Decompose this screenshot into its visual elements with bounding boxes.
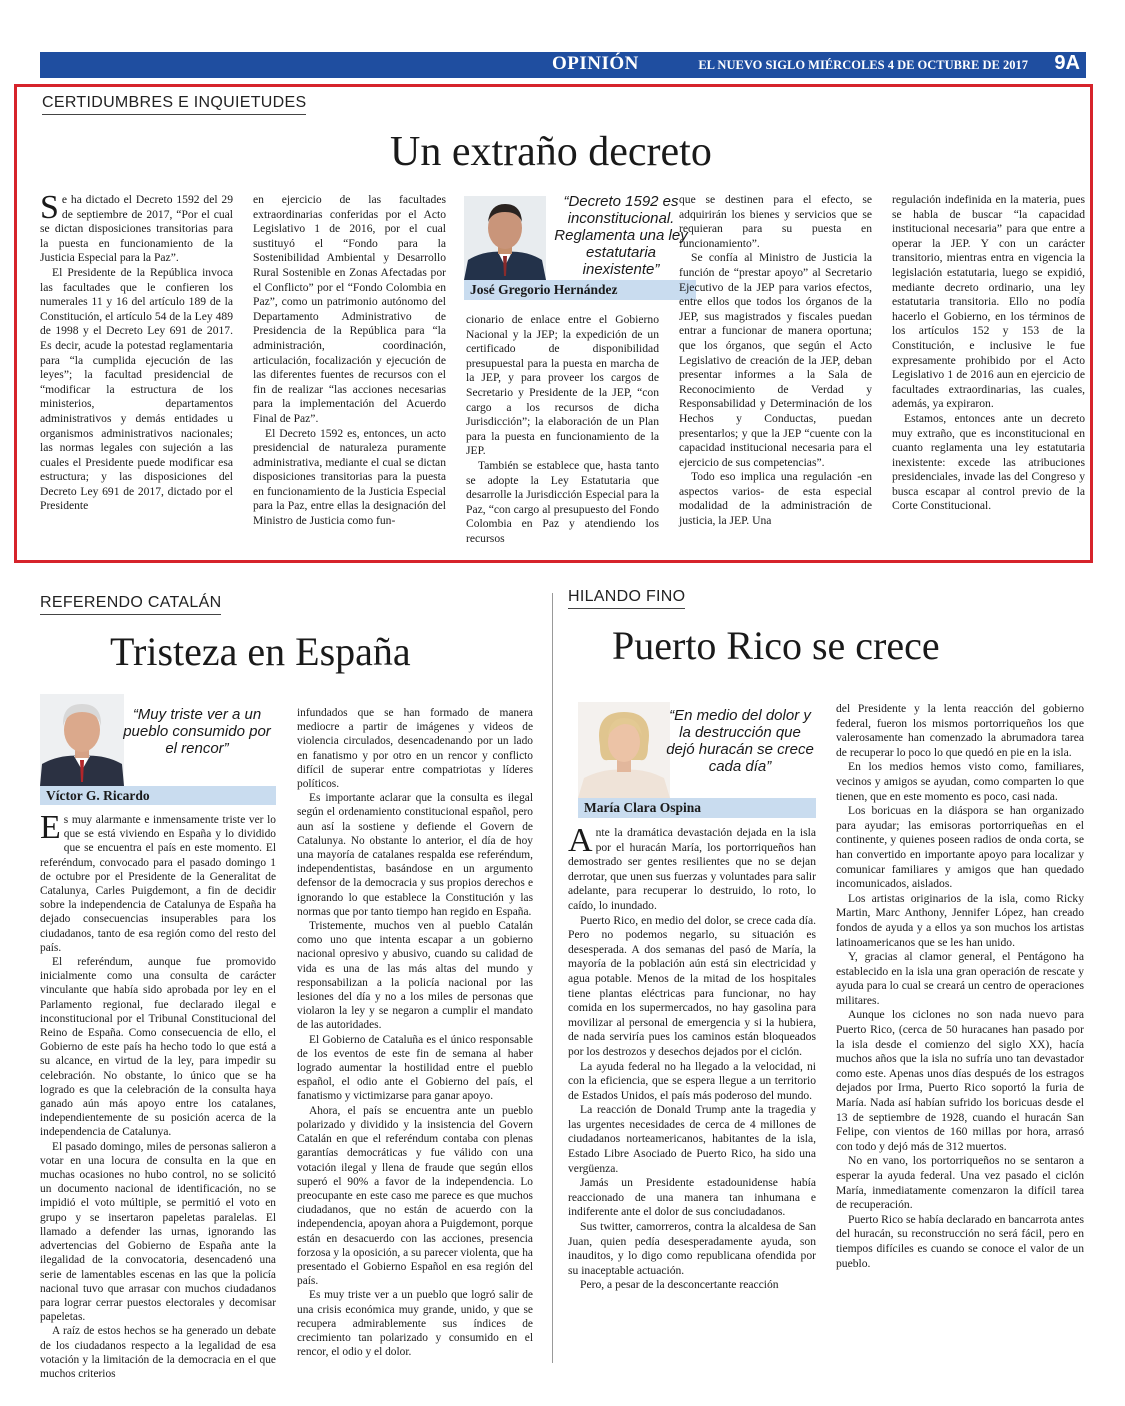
author-portrait-icon [40,694,124,786]
paragraph: Todo eso implica una regulación -en aspectos varios- de esta especial modalidad de la administración de justicia, la JEP. Una [679,470,872,528]
article2-headline: Tristeza en España [110,629,411,674]
paragraph: La ayuda federal no ha llegado a la velocidad, ni con la eficiencia, que se espera llegue a un territorio de Estados Unidos, el país más poderoso del mundo. [568,1059,816,1102]
author-portrait-icon [464,196,546,280]
paragraph: Puerto Rico se había declarado en bancarrota antes del huracán, su reconstrucción no será fácil, pero en tiempos difíciles es cuando se conoce el valor de un pueblo. [836,1212,1084,1270]
article3-headline: Puerto Rico se crece [612,623,940,668]
paragraph: Se confía al Ministro de Justicia la función de “prestar apoyo” al Secretario Ejecutivo de la JEP para varios efectos, entre ellos que todos los órganos de la JEP, sus magistrados y fiscales puedan entrar a funcionar de manera oportuna; que los órganos, que según el Acto Legislativo de creación de la JEP, deban presentar informes a la Sala de Reconocimiento de Verdad y Responsabilidad y Determinación de los Hechos y Conductas, puedan presentarlos; y que la JEP “cuente con la capacidad institucional necesaria para el ejercicio de sus competencias”. [679,251,872,469]
paragraph: La reacción de Donald Trump ante la tragedia y las urgentes necesidades de cerca de 4 millones de ciudadanos norteamericanos, habitantes de la isla, Estado Libre Asociado de Puerto Rico, ha sido una vergüenza. [568,1103,816,1175]
article2-author-byline: Víctor G. Ricardo [40,786,276,805]
article1-column-4 [679,193,872,557]
article1-author-byline: José Gregorio Hernández [464,280,696,300]
paragraph: del Presidente y la lenta reacción del gobierno federal, fueron los mismos portorriqueños los que valerosamente han comenzado la abrumadora tarea de recuperar lo poco lo que quedó en pie en la isla. [836,702,1084,759]
article1-pull-quote: “Decreto 1592 es inconstitucional. Reglamenta una ley estatutaria inexistente” [554,193,688,278]
paragraph: No en vano, los portorriqueños no se sentaron a esperar la ayuda federal. Una vez pasado el ciclón María, inmediatamente comenzaron la difícil tarea de recuperación. [836,1154,1084,1212]
paragraph: Ahora, el país se encuentra ante un pueblo polarizado y dividido y la insistencia del Govern Catalán en que el referéndum contaba con plenas garantías democráticas y fue válido con una votación ilegal y llena de fraude que según ellos superó el 90% a favor de la independencia. Lo preocupante en este caso me parece es que muchos ciudadanos, que no están de acuerdo con la independencia, apoyan ahora a Puigdemont, porque están en desacuerdo con las acciones, presencia forzosa y la oposición, a su parecer violenta, que ha presentado el Gobierno Español en esa región del país. [297,1104,533,1288]
section-title: OPINIÓN [552,53,639,74]
paragraph: cionario de enlace entre el Gobierno Nacional y la JEP; la expedición de un certificado de disponibilidad presupuestal para la puesta en marcha de la JEP, y para proveer los cargos de Secretario y Presidente de la JEP, “con cargo a los recursos de dicha Jurisdicción”; la elaboración de un Plan para la puesta en funcionamiento de la JEP. [466,313,659,458]
paragraph: nte la dramática devastación dejada en la isla por el huracán María, los portorriqueños han demostrado ser gentes resilientes que no se dejan derrotar, que unen sus fuerzas y voluntades para salir adelante, para recuperar lo destruido, lo roto, lo caído, lo inundado. [568,826,816,912]
author-photo [578,702,670,798]
dropcap: S [40,189,59,226]
dropcap: E [40,809,61,846]
article1-column-5 [892,193,1085,555]
paragraph: También se establece que, hasta tanto se adopte la Ley Estatutaria que desarrolle la Jurisdicción Especial para la Paz, “con cargo al presupuesto del Fondo Colombia en Paz y atendiendo los recursos [466,458,659,545]
article3-author-byline: María Clara Ospina [578,798,816,818]
paragraph: s muy alarmante e inmensamente triste ver lo que se está viviendo en España y lo dividido que se encuentra el país en este momento. El referéndum, convocado para el pasado domingo 1 de octubre por el Presidente de la Generalitat de Catalunya, Carles Puigdemont, a fin de decidir sobre la independencia de Catalunya de España ha dejado consecuencias insuperables para los ciudadanos, tanto de esa región como del resto del país. [40,814,276,954]
author-photo [40,694,124,786]
paragraph: Los boricuas en la diáspora se han organizado para ayudar; las emisoras portorriqueñas en el continente, y quienes poseen radios de onda corta, se han convertido en importante apoyo para localizar y comunicar familiares y amigos que han quedado incomunicados, aislados. [836,804,1084,891]
article2-pull-quote: “Muy triste ver a un pueblo consumido por el rencor” [123,706,271,757]
paragraph: Aunque los ciclones no son nada nuevo para Puerto Rico, (cerca de 50 huracanes han pasado por la isla desde el comienzo del siglo XX), hacía muchos años que la isla no sufría uno tan devastador como este. Apenas unos días después de los estragos dejados por Irma, Puerto Rico soportó la furia de María. Nada así habían sufrido los boricuas desde el 13 de septiembre de 1928, cuando el huracán San Felipe, con vientos de 160 millas por hora, arrasó con todo y dejó más de 312 muertos. [836,1008,1084,1153]
paragraph: en ejercicio de las facultades extraordinarias conferidas por el Acto Legislativo 1 de 2016, por el cual sustituyó el “Fondo para la Sostenibilidad Ambiental y Desarrollo Rural Sostenible en Zonas Afectadas por el Conflicto” por el “Fondo Colombia en Paz”, como un patrimonio autónomo del Departamento Administrativo de Presidencia de la República para “la administración, coordinación, articulación, focalización y ejecución de las diferentes fuentes de recursos con el fin de realizar “las acciones necesarias para la implementación del Acuerdo Final de Paz”. [253,193,446,425]
column-divider [552,593,553,1363]
paragraph: que se destinen para el efecto, se adquirirán los bienes y servicios que se requieran para su puesta en funcionamiento”. [679,193,872,250]
paragraph: Puerto Rico, en medio del dolor, se crece cada día. Pero no podemos negarlo, su situación es desesperada. A dos semanas del pasó de María, la mayoría de la población aún está sin electricidad y agua potable. Menos de la mitad de los hospitales tiene plantas eléctricas para funcionar, no hay comida en los supermercados, no hay gasolina para movilizar al personal de emergencia y si la hubiera, de nada serviría pues los caminos están bloqueados por los destrozos y desechos dejados por el ciclón. [568,913,816,1058]
paragraph: El pasado domingo, miles de personas salieron a votar en una locura de consulta en la que en muchas ocasiones no hubo control, no se solicitó un documento nacional de identificación, no se impidió el voto múltiple, se permitió el voto en grupo y se insertaron papeletas paralelas. El llamado a defender las urnas, ignorando las advertencias del Gobierno de España ante la ilegalidad de la convocatoria, desencadenó una serie de lamentables escenas en las que la policía nacional tuvo que arrasar con muchos ciudadanos para lograr cerrar puestos electorales y decomisar papeletas. [40,1140,276,1324]
article3-pull-quote: “En medio del dolor y la destrucción que dejó huracán se crece cada día” [666,707,814,775]
article3-kicker: HILANDO FINO [568,588,685,609]
paragraph: El Decreto 1592 es, entonces, un acto presidencial de naturaleza puramente administrativa, mediante el cual se dictan disposiciones transitorias para la puesta en funcionamiento de la Justicia Especial para la Paz, entre ellas la designación del Ministro de Justicia como fun- [253,426,446,528]
paragraph: Es importante aclarar que la consulta es ilegal según el ordenamiento constitucional español, pero aun así la sostiene y defiende el Govern de Catalunya. No obstante lo anterior, el día de hoy una mayoría de catalanes respalda ese referéndum, independentistas, basándose en un argumento defensor de la democracia y sus propios derechos e ignorando lo que establece la Constitución y las normas que por tanto tiempo han regido en España. [297,792,533,918]
article2-column-2 [297,706,533,1362]
author-portrait-icon [578,702,670,798]
article3-column-2 [836,702,1084,1362]
paragraph: Sus twitter, camorreros, contra la alcaldesa de San Juan, quien pedía desesperadamente ayuda, son inauditos, y lo digo como republicana ofendida por su inaceptable actuación. [568,1220,816,1277]
paragraph: Estamos, entonces ante un decreto muy extraño, que es inconstitucional en cuanto reglamenta una ley estatutaria inexistente: excede las atribuciones presidenciales, invade las del Congreso y busca escapar al control previo de la Corte Constitucional. [892,411,1085,513]
paragraph: regulación indefinida en la materia, pues se habla de buscar “la capacidad institucional necesaria” para que entre a operar la JEP. Y con un carácter transitorio, mientras entra en vigencia la legislación estatutaria, luego se expidió, mediante decreto ordinario, una ley estatutaria transitoria. Ello no podía hacerlo el Gobierno, en los términos de los artículos 152 y 153 de la Constitución, e inclusive le fue expresamente prohibido por el Acto Legislativo 1 de 2016 aun en ejercicio de facultades extraordinarias, las cuales, además, ya expiraron. [892,193,1085,411]
paragraph: Jamás un Presidente estadounidense había reaccionado de una manera tan inhumana e indiferente ante el dolor de sus conciudadanos. [568,1176,816,1219]
paragraph: A raíz de estos hechos se ha generado un debate de los ciudadanos respecto a la legalidad de esa votación y la limitación de la democracia en el que muchos criterios [40,1325,276,1380]
article1-column-2 [253,193,446,555]
paragraph: e ha dictado el Decreto 1592 del 29 de septiembre de 2017, “Por el cual se dictan disposiciones transitorias para la puesta en funcionamiento de la Justicia Especial para la Paz”. [40,193,233,265]
paragraph: Pero, a pesar de la desconcertante reacción [580,1278,779,1292]
article1-headline: Un extraño decreto [390,129,712,175]
paragraph: Tristemente, muchos ven al pueblo Catalán como uno que intenta escapar a un gobierno nacional opresivo y abusivo, cuando su calidad de vida es una de las más altas del mundo y responsabilizan a la policía nacional por las lesiones del día y no a los miles de personas que violaron la ley y se negaron a cumplir el mandato de las autoridades. [297,920,533,1032]
article2-kicker: REFERENDO CATALÁN [40,594,221,615]
article1-column-1 [40,189,233,555]
page-header-bar [40,52,1086,78]
paragraph: Los artistas originarios de la isla, como Ricky Martin, Marc Anthony, Jennifer López, han creado fondos de ayuda y a ellos ya son muchos los artistas latinoamericanos que se les han unido. [836,891,1084,949]
author-photo [464,196,546,280]
article1-kicker: CERTIDUMBRES E INQUIETUDES [42,94,306,115]
paragraph: infundados que se han formado de manera mediocre a partir de imágenes y videos de violencia circulados, desencadenando por un lado en fanatismo y por otro en un rencor y conflicto difícil de superar entre compatriotas y líderes políticos. [297,707,533,791]
dropcap: A [568,822,593,859]
paragraph: El Presidente de la República invoca las facultades que le confieren los numerales 11 y 16 del artículo 189 de la Constitución, el artículo 54 de la Ley 489 de 1998 y el Decreto Ley 691 de 2017. Es decir, acude la potestad reglamentaria para “la cumplida ejecución de las leyes”; la facultad presidencial de “modificar la estructura de los ministerios, departamentos administrativos y demás entidades u organismos administrativos nacionales; las normas legales con sujeción a las cuales el Presidente puede modificar esa estructura; y las disposiciones del Decreto Ley 691 de 2017, dictado por el Presidente [40,265,233,513]
paragraph: En los medios hemos visto como, familiares, vecinos y amigos se ayudan, como comparten lo que tienen, que en este momento es poco, casi nada. [836,760,1084,803]
article2-column-1 [40,809,276,1380]
page-number: 9A [1054,52,1080,74]
paragraph: Es muy triste ver a un pueblo que logró salir de una crisis económica muy grande, unido, y que se recupera admirablemente sus índices de crecimiento tan polarizado y consumido en el rencor, el odio y el dolor. [297,1289,533,1359]
newspaper-dateline: EL NUEVO SIGLO MIÉRCOLES 4 DE OCTUBRE DE 2017 [698,58,1028,72]
article3-column-1 [568,822,816,1362]
paragraph: Y, gracias al clamor general, el Pentágono ha establecido en la isla una gran operación de rescate y ayuda para lo cual se creará un centro de operaciones militares. [836,950,1084,1007]
paragraph: El referéndum, aunque fue promovido inicialmente como una consulta de carácter vinculante que había sido aprobada por ley en el Parlamento regional, fue declarado ilegal e inconstitucional por el Tribunal Constitucional del Reino de España. Como consecuencia de ello, el Gobierno de este país ha hecho todo lo que está a su alcance, en virtud de la ley, para impedir su celebración. No obstante, lo único que se ha logrado es que la celebración de la consulta haya ganado aún más apoyo entre los catalanes, independientemente de su posición acerca de la independencia de Catalunya. [40,956,276,1139]
paragraph: El Gobierno de Cataluña es el único responsable de los eventos de este fin de semana al haber logrado aumentar la hostilidad entre el pueblo español, el odio ante el Gobierno del país, el fanatismo y victimizarse para ganar apoyo. [297,1033,533,1103]
article1-column-3 [466,313,659,557]
